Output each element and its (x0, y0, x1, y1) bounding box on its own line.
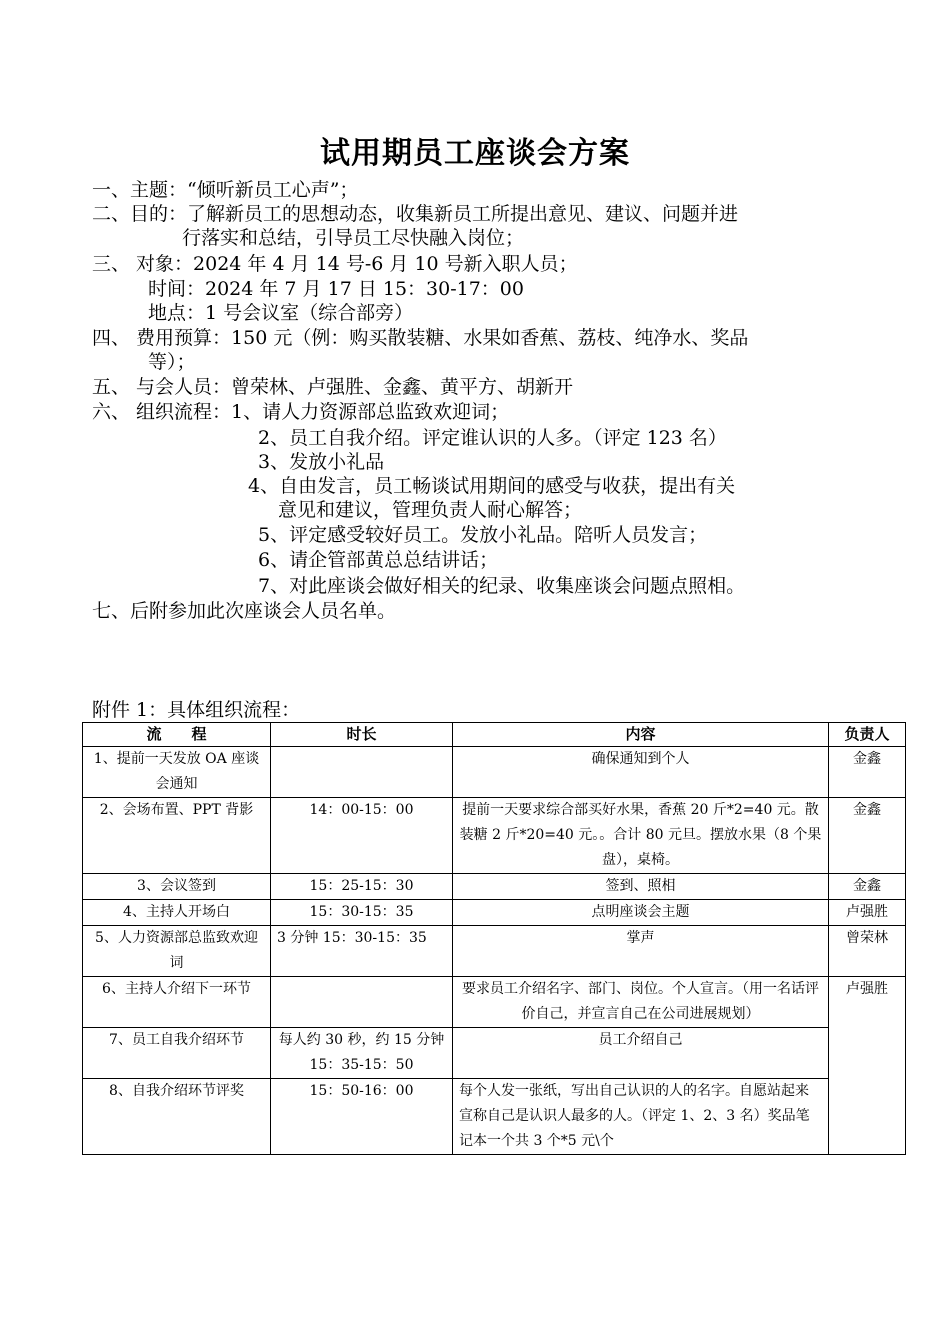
time-cell: 15：30-15：35 (271, 900, 453, 926)
content-cell: 确保通知到个人 (453, 747, 829, 798)
time-text: 每人约 30 秒，约 15 分钟 (278, 1032, 445, 1048)
step-cell: 5、人力资源部总监致欢迎词 (83, 926, 271, 977)
time-cell (271, 747, 453, 798)
step-cell: 8、自我介绍环节评奖 (83, 1079, 271, 1155)
step-cell: 3、会议签到 (83, 874, 271, 900)
process-step-4-cont: 意见和建议，管理负责人耐心解答； (278, 499, 583, 521)
table-header-row (83, 723, 906, 747)
table-row (83, 1028, 906, 1079)
owner-cell: 金鑫 (829, 874, 906, 900)
step-cell: 1、提前一天发放 OA 座谈会通知 (83, 747, 271, 798)
table-row (83, 926, 906, 977)
table-row (83, 1079, 906, 1155)
process-step-4: 4、自由发言，员工畅谈试用期间的感受与收获，提出有关 (248, 475, 736, 497)
owner-cell: 金鑫 (829, 798, 906, 874)
section-appendix-note: 七、后附参加此次座谈会人员名单。 (92, 600, 397, 622)
time-range-text: 15：35-15：50 (309, 1057, 414, 1073)
content-cell: 掌声 (453, 926, 829, 977)
flow-table (82, 722, 906, 1155)
step-cell: 4、主持人开场白 (83, 900, 271, 926)
step-cell: 2、会场布置、PPT 背影 (83, 798, 271, 874)
process-step-6: 6、请企管部黄总总结讲话； (258, 549, 499, 571)
table-row (83, 977, 906, 1028)
content-cell: 每个人发一张纸，写出自己认识的人的名字。自愿站起来宣称自己是认识人最多的人。（评定 1、2、3 名）奖品笔记本一个共 3 个*5 元\个 (453, 1079, 829, 1155)
time-cell (271, 1028, 453, 1079)
content-cell: 点明座谈会主题 (453, 900, 829, 926)
table-row (83, 798, 906, 874)
time-cell: 3 分钟 15：30-15：35 (271, 926, 453, 977)
attachment-title: 附件 1：具体组织流程： (92, 699, 301, 721)
section-topic: 一、主题：“倾听新员工心声”； (92, 179, 359, 201)
table-row (83, 900, 906, 926)
owner-cell: 金鑫 (829, 747, 906, 798)
process-step-3: 3、发放小礼品 (258, 451, 385, 473)
content-cell: 要求员工介绍名字、部门、岗位。个人宣言。（用一名话评价自己，并宣言自己在公司进展规划） (453, 977, 829, 1028)
header-duration: 时长 (271, 723, 453, 747)
header-content: 内容 (453, 723, 829, 747)
time-cell: 15：25-15：30 (271, 874, 453, 900)
step-cell: 6、主持人介绍下一环节 (83, 977, 271, 1028)
content-cell: 员工介绍自己 (453, 1028, 829, 1079)
section-attendees: 五、 与会人员：曾荣林、卢强胜、金鑫、黄平方、胡新开 (92, 376, 574, 398)
table-row (83, 747, 906, 798)
section-budget-cont: 等）； (148, 351, 196, 373)
document-title: 试用期员工座谈会方案 (320, 136, 630, 171)
time-cell: 14：00-15：00 (271, 798, 453, 874)
process-step-2: 2、员工自我介绍。评定谁认识的人多。（评定 123 名） (258, 427, 727, 449)
owner-cell: 曾荣林 (829, 926, 906, 977)
content-cell: 签到、照相 (453, 874, 829, 900)
section-time: 时间：2024 年 7 月 17 日 15：30-17：00 (148, 278, 524, 300)
process-step-7: 7、对此座谈会做好相关的纪录、收集座谈会问题点照相。 (258, 575, 746, 597)
header-owner: 负责人 (829, 723, 906, 747)
section-budget: 四、 费用预算：150 元（例：购买散装糖、水果如香蕉、荔枝、纯净水、奖品 (92, 327, 749, 349)
process-step-5: 5、评定感受较好员工。发放小礼品。陪听人员发言； (258, 524, 708, 546)
owner-cell: 卢强胜 (829, 977, 906, 1155)
step-cell: 7、员工自我介绍环节 (83, 1028, 271, 1079)
time-cell (271, 977, 453, 1028)
content-cell: 提前一天要求综合部买好水果，香蕉 20 斤*2=40 元。散装糖 2 斤*20=40 元。。合计 80 元旦。摆放水果（8 个果盘），桌椅。 (453, 798, 829, 874)
time-cell: 15：50-16：00 (271, 1079, 453, 1155)
section-purpose-cont: 行落实和总结，引导员工尽快融入岗位； (182, 227, 525, 249)
section-purpose: 二、目的：了解新员工的思想动态，收集新员工所提出意见、建议、问题并进 (92, 203, 739, 225)
table-row (83, 874, 906, 900)
header-step: 流 程 (83, 723, 271, 747)
section-target: 三、 对象：2024 年 4 月 14 号-6 月 10 号新入职人员； (92, 253, 578, 275)
section-process: 六、 组织流程：1、请人力资源部总监致欢迎词； (92, 401, 510, 423)
owner-cell: 卢强胜 (829, 900, 906, 926)
section-location: 地点：1 号会议室（综合部旁） (148, 302, 414, 324)
